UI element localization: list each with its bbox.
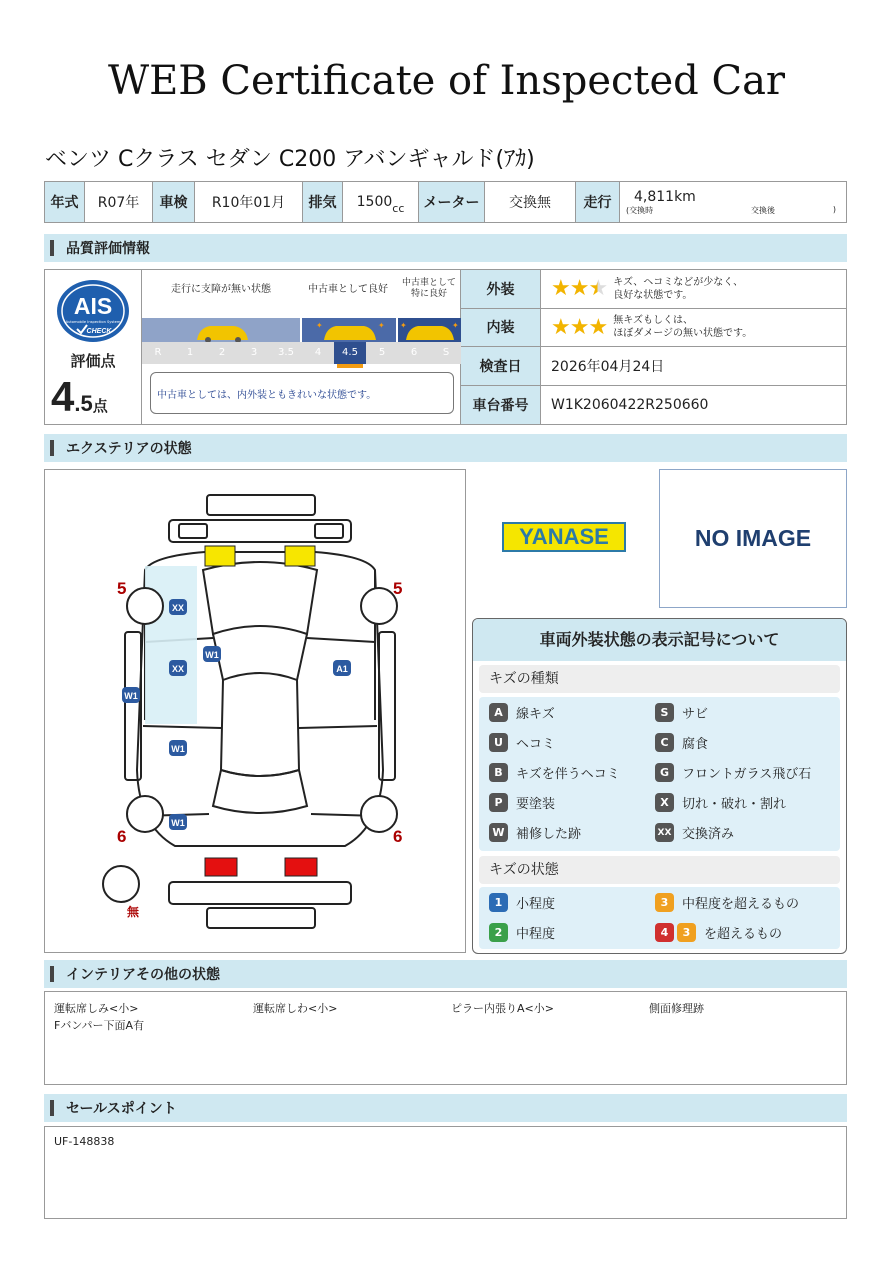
- ais-logo-text: AIS: [73, 293, 113, 319]
- eval-label: 評価点: [70, 352, 116, 370]
- mark-w1-4: W1: [171, 818, 185, 828]
- legend-level-code-2: 2: [489, 923, 508, 942]
- legend-level-code-3: 3: [655, 893, 674, 912]
- legend-type-u: [489, 733, 555, 752]
- ais-logo-check: CHECK: [86, 328, 112, 335]
- spare-tire: [103, 866, 139, 902]
- legend-level-code-4: 4: [655, 923, 674, 942]
- quality-table: [461, 270, 847, 424]
- rear-bumper-bottom: [207, 908, 315, 928]
- displacement-value: [343, 182, 419, 222]
- ais-logo-icon: [55, 278, 131, 344]
- displacement-unit: cc: [392, 201, 405, 215]
- roof: [221, 673, 299, 776]
- score-int: 4: [51, 373, 75, 420]
- mileage-sub: [626, 205, 836, 216]
- score-unit: 点: [92, 398, 108, 415]
- legend-label-g: フロントガラス飛び石: [682, 767, 812, 782]
- legend-level-label-3: 中程度を超えるもの: [682, 897, 800, 912]
- vin-row: [461, 386, 847, 425]
- car-diagram: [44, 469, 466, 953]
- svg-text:✦: ✦: [400, 321, 407, 330]
- section-interior: インテリアその他の状態: [44, 960, 847, 988]
- exterior-note-1: キズ、ヘコミなどが少なく、: [613, 276, 744, 288]
- tire-front-right: [361, 588, 397, 624]
- displacement-number: 1500: [356, 194, 393, 210]
- section-quality: 品質評価情報: [44, 234, 847, 262]
- meter-value: 交換無: [485, 182, 576, 222]
- tire-fr-depth: 5: [393, 579, 403, 598]
- legend-code-u: U: [489, 733, 508, 752]
- rear-bumper: [169, 882, 351, 904]
- exterior-label: 外装: [461, 270, 541, 308]
- displacement-label: 排気: [303, 182, 343, 222]
- sales-point: [44, 1126, 847, 1219]
- interior-notes: [44, 991, 847, 1085]
- legend-label-s: サビ: [682, 707, 709, 722]
- mileage-sub-right: ): [832, 204, 836, 214]
- score-dec: .5: [74, 391, 93, 416]
- legend-label-c: 腐食: [682, 737, 709, 752]
- legend-label-b: キズを伴うヘコミ: [516, 767, 620, 782]
- legend-code-x: X: [655, 793, 674, 812]
- legend-label-a: 線キズ: [516, 707, 555, 722]
- legend-label-w: 補修した跡: [516, 827, 582, 842]
- half-star-icon: ★: [588, 276, 608, 302]
- page-title: WEB Certificate of Inspected Car: [107, 58, 786, 104]
- yellow-car-icon: [142, 318, 300, 342]
- inspection-label: 車検: [153, 182, 195, 222]
- legend-level-label-1: 小程度: [516, 897, 556, 912]
- scale-head-2: 中古車として良好: [308, 284, 388, 295]
- tick-6: 6: [410, 347, 418, 358]
- interior-note-1: 運転席しみ<小>: [54, 1002, 139, 1015]
- car-outline-diagram: [45, 470, 465, 952]
- scale-car-images: [142, 318, 462, 342]
- mark-a1: A1: [336, 664, 348, 674]
- interior-note-4: 側面修理跡: [649, 1002, 704, 1015]
- no-image-placeholder: NO IMAGE: [659, 469, 847, 608]
- star-icon: ★: [569, 314, 589, 340]
- legend-level-code-4b: 3: [677, 923, 696, 942]
- interior-note-2: ほぼダメージの無い状態です。: [613, 328, 753, 340]
- meter-label: メーター: [419, 182, 485, 222]
- legend-code-a: A: [489, 703, 508, 722]
- interior-note-3: ピラー内張りA<小>: [451, 1002, 554, 1015]
- tick-4-5: 4.5: [334, 342, 366, 364]
- tick-1: 1: [186, 347, 194, 358]
- legend-type-x: [655, 793, 786, 812]
- quality-panel: [44, 269, 847, 425]
- legend-types-title: キズの種類: [479, 665, 840, 693]
- legend-code-s: S: [655, 703, 674, 722]
- left-headlight: [205, 546, 235, 566]
- tire-rear-right: [361, 796, 397, 832]
- mileage-sub-left: (交換時: [626, 205, 654, 215]
- legend-code-g: G: [655, 763, 674, 782]
- tire-rear-left: [127, 796, 163, 832]
- exterior-value: [541, 270, 847, 308]
- star-icon: ★: [551, 314, 570, 340]
- tick-4: 4: [314, 347, 322, 358]
- car-name: ベンツ Cクラス セダン C200 アバンギャルド(ｱｶ): [45, 147, 535, 172]
- scale-head-3: 中古車として特に良好: [401, 278, 456, 299]
- legend-type-g: [655, 763, 811, 782]
- right-taillight: [285, 858, 317, 876]
- mark-w1-2: W1: [124, 691, 138, 701]
- vin-label: 車台番号: [461, 386, 541, 425]
- interior-note-2: 運転席しわ<小>: [253, 1002, 338, 1015]
- interior-value: [541, 309, 847, 347]
- score-box: [45, 270, 141, 424]
- tick-3-5: 3.5: [278, 347, 294, 358]
- legend-levels-title: キズの状態: [479, 856, 840, 884]
- svg-text:✦: ✦: [316, 321, 323, 330]
- legend-code-b: B: [489, 763, 508, 782]
- spare-label: 無: [127, 905, 140, 919]
- mileage-label: 走行: [576, 182, 620, 222]
- windshield: [203, 562, 317, 634]
- legend-code-p: P: [489, 793, 508, 812]
- mark-w1-3: W1: [171, 744, 185, 754]
- tick-2: 2: [218, 347, 226, 358]
- legend-level-label-2: 中程度: [516, 927, 556, 942]
- car-image-3: [396, 318, 462, 342]
- scale-comment: 中古車としては、内外装ともきれいな状態です。: [150, 372, 454, 414]
- legend-level-label-4: を超えるもの: [704, 927, 783, 942]
- interior-row: [461, 309, 847, 348]
- legend-label-p: 要塗装: [516, 797, 556, 812]
- tick-5: 5: [378, 347, 386, 358]
- date-row: [461, 347, 847, 386]
- legend-type-xx: [655, 823, 734, 842]
- scale-ticks: [142, 342, 462, 364]
- inspection-value: R10年01月: [195, 182, 303, 222]
- star-icon: ★: [551, 276, 570, 302]
- tire-rl-depth: 6: [117, 827, 127, 846]
- legend-code-w: W: [489, 823, 508, 842]
- section-exterior: エクステリアの状態: [44, 434, 847, 462]
- legend-level-4: [655, 923, 782, 942]
- star-icon: ★: [569, 276, 589, 302]
- yellow-car-shine-icon: [398, 318, 462, 342]
- damage-legend: [472, 618, 847, 954]
- svg-text:✦: ✦: [452, 321, 459, 330]
- mark-xx-1: XX: [171, 603, 185, 613]
- front-bumper-top: [207, 495, 315, 515]
- score-value: [51, 373, 108, 421]
- interior-note: [613, 314, 752, 340]
- legend-type-c: [655, 733, 708, 752]
- left-taillight: [205, 858, 237, 876]
- legend-label-xx: 交換済み: [682, 827, 735, 842]
- right-headlight: [285, 546, 315, 566]
- legend-code-xx: XX: [655, 823, 674, 842]
- year-value: R07年: [85, 182, 153, 222]
- legend-level-3: [655, 893, 799, 912]
- yellow-car-sparkle-icon: [302, 318, 398, 342]
- grade-scale: [141, 270, 461, 424]
- exterior-stars: [551, 276, 607, 301]
- legend-title: 車両外装状態の表示記号について: [473, 619, 846, 661]
- legend-levels-grid: [479, 887, 840, 949]
- tire-rr-depth: 6: [393, 827, 403, 846]
- legend-code-c: C: [655, 733, 674, 752]
- tire-fl-depth: 5: [117, 579, 127, 598]
- exterior-row: [461, 270, 847, 309]
- star-icon: ★: [588, 314, 608, 340]
- rear-window: [213, 770, 307, 813]
- section-sales: セールスポイント: [44, 1094, 847, 1122]
- mark-w1-1: W1: [205, 650, 219, 660]
- car-image-2: [300, 318, 396, 342]
- spec-table: [44, 181, 847, 223]
- tire-front-left: [127, 588, 163, 624]
- vin-value: W1K2060422R250660: [551, 396, 709, 413]
- date-value: 2026年04月24日: [551, 358, 665, 375]
- year-label: 年式: [45, 182, 85, 222]
- legend-level-2: [489, 923, 555, 942]
- legend-type-s: [655, 703, 708, 722]
- legend-level-1: [489, 893, 555, 912]
- car-image-1: [142, 318, 300, 342]
- svg-text:✦: ✦: [378, 321, 385, 330]
- yanase-logo: YANASE: [502, 522, 626, 552]
- interior-note-5: Fバンパー下面A有: [54, 1019, 145, 1032]
- legend-level-code-1: 1: [489, 893, 508, 912]
- legend-type-a: [489, 703, 555, 722]
- mark-xx-2: XX: [171, 664, 185, 674]
- legend-label-u: ヘコミ: [516, 737, 556, 752]
- interior-note-1: 無キズもしくは、: [613, 315, 694, 327]
- mileage-sub-mid: 交換後: [751, 205, 775, 215]
- legend-type-b: [489, 763, 620, 782]
- legend-type-w: [489, 823, 581, 842]
- tick-3: 3: [250, 347, 258, 358]
- exterior-note: [613, 276, 743, 302]
- scale-head-1: 走行に支障が無い状態: [171, 284, 271, 295]
- sales-point-text: UF-148838: [54, 1135, 115, 1148]
- interior-label: 内装: [461, 309, 541, 347]
- exterior-note-2: 良好な状態です。: [613, 289, 693, 301]
- legend-type-p: [489, 793, 555, 812]
- mileage-value: 4,811km: [634, 188, 696, 205]
- legend-label-x: 切れ・破れ・割れ: [682, 797, 787, 812]
- tick-r: R: [154, 347, 162, 358]
- legend-types-grid: [479, 697, 840, 851]
- ais-logo-sub: Automobile Inspection System: [65, 320, 121, 324]
- interior-stars: [551, 315, 607, 340]
- date-label: 検査日: [461, 347, 541, 385]
- mileage-value-cell: [620, 182, 846, 222]
- tick-s: S: [442, 347, 450, 358]
